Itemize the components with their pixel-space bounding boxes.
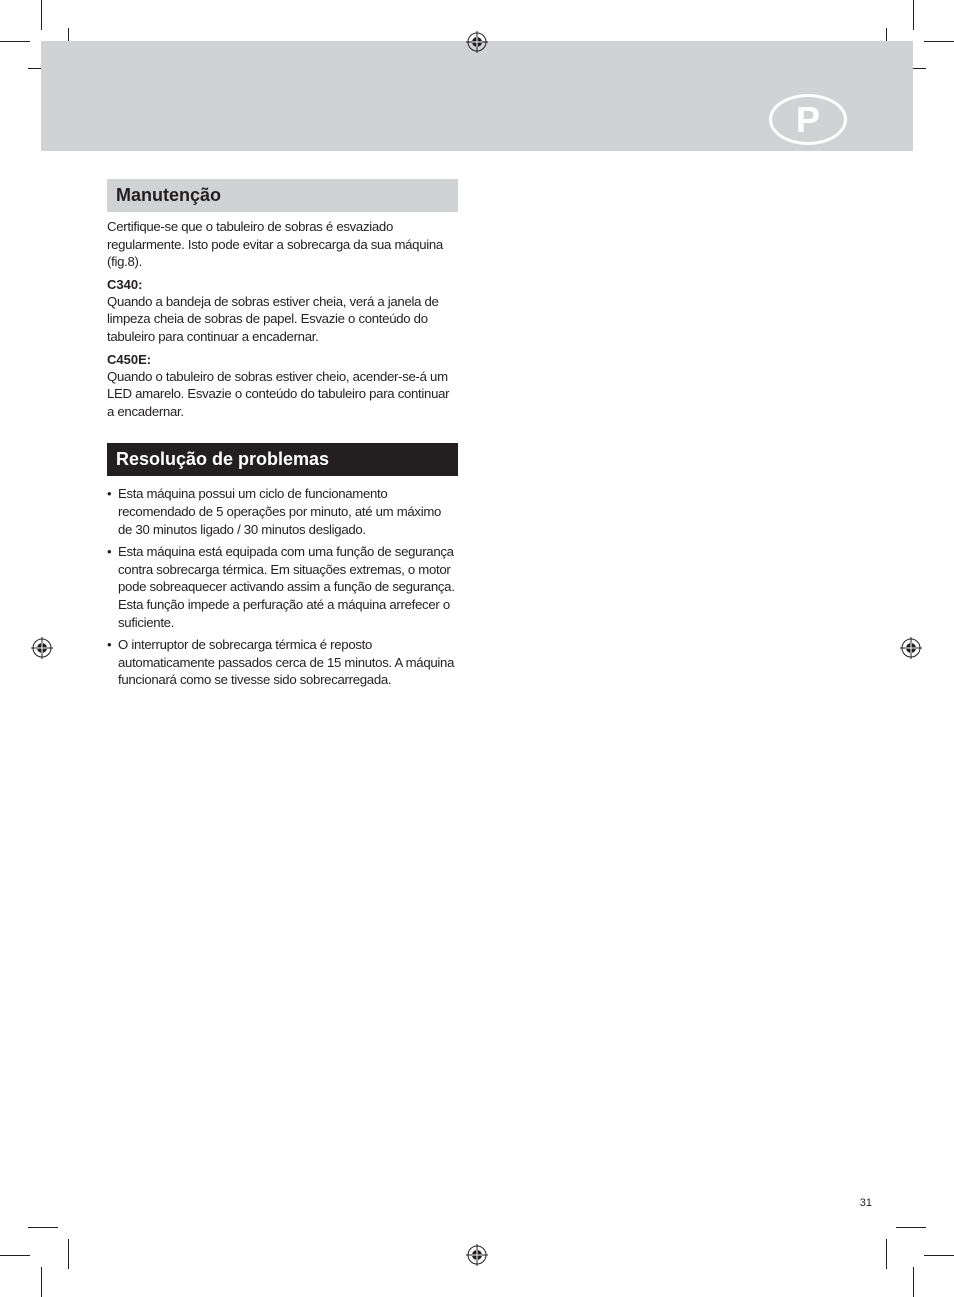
crop-mark xyxy=(28,1227,58,1228)
crop-mark xyxy=(68,1239,69,1269)
crop-mark xyxy=(41,1267,42,1297)
list-item: • O interruptor de sobrecarga térmica é reposto automaticamente passados cerca de 15 minutos. A máquina funcionará como se tivesse sido sobrecarregada. xyxy=(107,636,458,689)
troubleshooting-list xyxy=(107,485,458,689)
page-number: 31 xyxy=(859,1197,872,1209)
registration-mark-icon xyxy=(900,637,922,659)
registration-mark-icon xyxy=(31,637,53,659)
registration-mark-icon xyxy=(466,1244,488,1266)
crop-mark xyxy=(0,41,30,42)
crop-mark xyxy=(913,0,914,30)
crop-mark xyxy=(41,0,42,30)
registration-mark-icon xyxy=(466,31,488,53)
section-heading-resolucao: Resolução de problemas xyxy=(107,443,458,476)
list-item: • Esta máquina está equipada com uma função de segurança contra sobrecarga térmica. Em situações extremas, o motor pode sobreaquecer activando assim a função de segurança. Esta função impede a perfuração até a máquina arrefecer o suficiente. xyxy=(107,543,458,631)
maintenance-intro: Certifique-se que o tabuleiro de sobras é esvaziado regularmente. Isto pode evitar a sobrecarga da sua máquina (fig.8). xyxy=(107,219,443,270)
crop-mark xyxy=(896,1227,926,1228)
crop-mark xyxy=(924,41,954,42)
crop-mark xyxy=(913,1267,914,1297)
model-label-c340: C340: xyxy=(107,276,143,292)
crop-mark xyxy=(0,1255,30,1256)
section-heading-manutencao: Manutenção xyxy=(107,179,458,212)
language-badge: P xyxy=(769,94,847,145)
model-label-c450e: C450E: xyxy=(107,351,152,367)
content-column xyxy=(107,179,458,689)
model-text-c450e: Quando o tabuleiro de sobras estiver cheio, acender-se-á um LED amarelo. Esvazie o conteúdo do tabuleiro para continuar a encadernar. xyxy=(107,368,450,419)
model-text-c340: Quando a bandeja de sobras estiver cheia, verá a janela de limpeza cheia de sobras de papel. Esvazie o conteúdo do tabuleiro para continuar a encadernar. xyxy=(107,293,439,344)
crop-mark xyxy=(886,1239,887,1269)
list-item: • Esta máquina possui um ciclo de funcionamento recomendado de 5 operações por minuto, até um máximo de 30 minutos ligado / 30 minutos desligado. xyxy=(107,485,458,538)
crop-mark xyxy=(924,1255,954,1256)
